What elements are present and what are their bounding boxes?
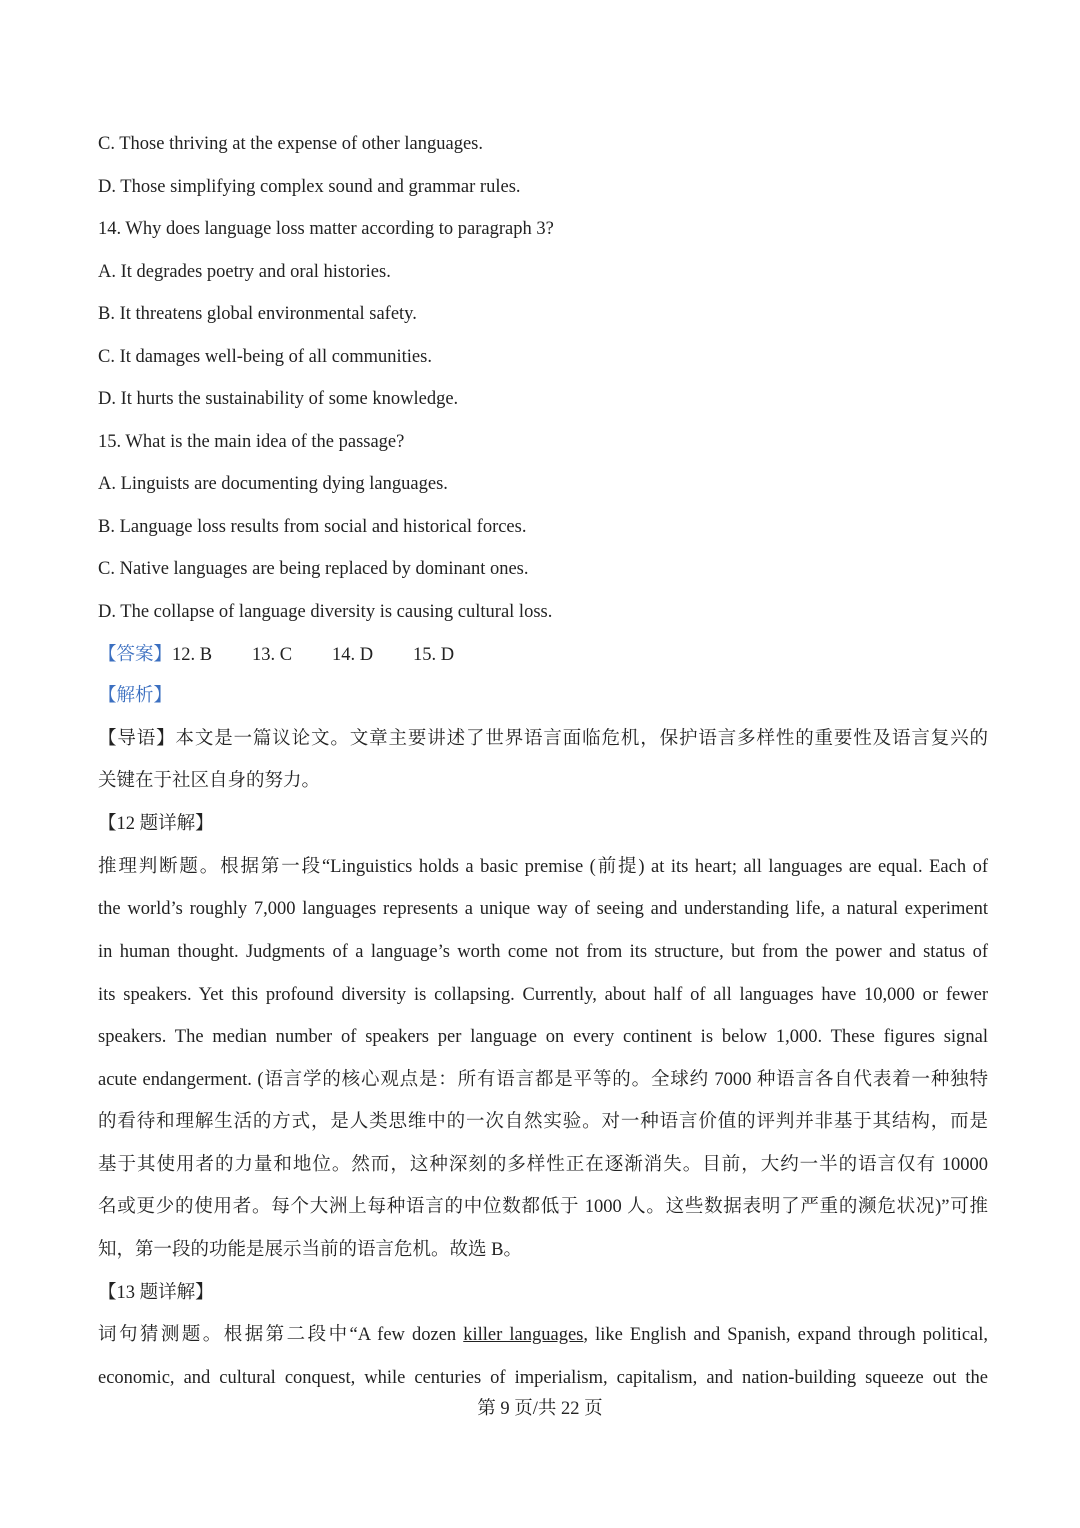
answer-line xyxy=(98,643,988,667)
intro-line-1: 【导语】本文是一篇议论文。文章主要讲述了世界语言面临危机，保护语言多样性的重要性及语言复兴的 xyxy=(98,729,988,749)
q14-option-a: A. It degrades poetry and oral histories. xyxy=(98,262,391,282)
answer-label: 【答案】 xyxy=(98,645,173,665)
answer-item: 13. C xyxy=(252,645,293,665)
q15-option-c: C. Native languages are being replaced by dominant ones. xyxy=(98,559,529,579)
q15-stem: 15. What is the main idea of the passage? xyxy=(98,432,405,452)
q12-detail-line: the world’s roughly 7,000 languages represents a unique way of seeing and understanding life, a natural experiment xyxy=(98,899,988,919)
q12-detail-line: speakers. The median number of speakers per language on every continent is below 1,000. These figures signal xyxy=(98,1027,988,1047)
q13-option-d: D. Those simplifying complex sound and grammar rules. xyxy=(98,177,521,197)
q12-detail-line: 推理判断题。根据第一段“Linguistics holds a basic premise (前提) at its heart; all languages are equal. Each of xyxy=(98,857,988,877)
q12-detail-line: acute endangerment. (语言学的核心观点是：所有语言都是平等的。全球约 7000 种语言各自代表着一种独特 xyxy=(98,1070,988,1090)
q13-detail-heading: 【13 题详解】 xyxy=(98,1283,214,1303)
q12-detail-line: 的看待和理解生活的方式，是人类思维中的一次自然实验。对一种语言价值的评判并非基于其结构，而是 xyxy=(98,1112,988,1132)
q12-detail-line: 知，第一段的功能是展示当前的语言危机。故选 B。 xyxy=(98,1240,522,1260)
q14-stem: 14. Why does language loss matter according to paragraph 3? xyxy=(98,219,554,239)
q12-detail-line: 基于其使用者的力量和地位。然而，这种深刻的多样性正在逐渐消失。目前，大约一半的语言仅有 10000 xyxy=(98,1155,988,1175)
q14-option-d: D. It hurts the sustainability of some knowledge. xyxy=(98,389,459,409)
q13-detail-text: , like English and Spanish, expand through political, xyxy=(583,1325,988,1345)
underlined-phrase: killer languages xyxy=(463,1325,584,1345)
q12-detail-line: in human thought. Judgments of a language’s worth come not from its structure, but from the power and status of xyxy=(98,942,988,962)
q13-option-c: C. Those thriving at the expense of other languages. xyxy=(98,134,483,154)
analysis-label: 【解析】 xyxy=(98,686,173,706)
answer-item: 12. B xyxy=(172,645,213,665)
answer-item: 15. D xyxy=(413,645,455,665)
q13-detail-text: 词句猜测题。根据第二段中“A few dozen xyxy=(98,1325,464,1345)
q15-option-a: A. Linguists are documenting dying languages. xyxy=(98,474,448,494)
q13-detail-line xyxy=(98,1323,988,1347)
q15-option-d: D. The collapse of language diversity is causing cultural loss. xyxy=(98,602,553,622)
q14-option-b: B. It threatens global environmental safety. xyxy=(98,304,417,324)
intro-line-2: 关键在于社区自身的努力。 xyxy=(98,771,321,791)
q15-option-b: B. Language loss results from social and historical forces. xyxy=(98,517,527,537)
q12-detail-heading: 【12 题详解】 xyxy=(98,814,214,834)
page-footer: 第 9 页/共 22 页 xyxy=(477,1399,603,1419)
q14-option-c: C. It damages well-being of all communities. xyxy=(98,347,432,367)
q13-detail-line: economic, and cultural conquest, while centuries of imperialism, capitalism, and nation-building squeeze out the xyxy=(98,1368,988,1388)
answer-item: 14. D xyxy=(332,645,374,665)
q12-detail-line: its speakers. Yet this profound diversity is collapsing. Currently, about half of all languages have 10,000 or fewer xyxy=(98,985,988,1005)
q12-detail-line: 名或更少的使用者。每个大洲上每种语言的中位数都低于 1000 人。这些数据表明了严重的濒危状况)”可推 xyxy=(98,1197,988,1217)
